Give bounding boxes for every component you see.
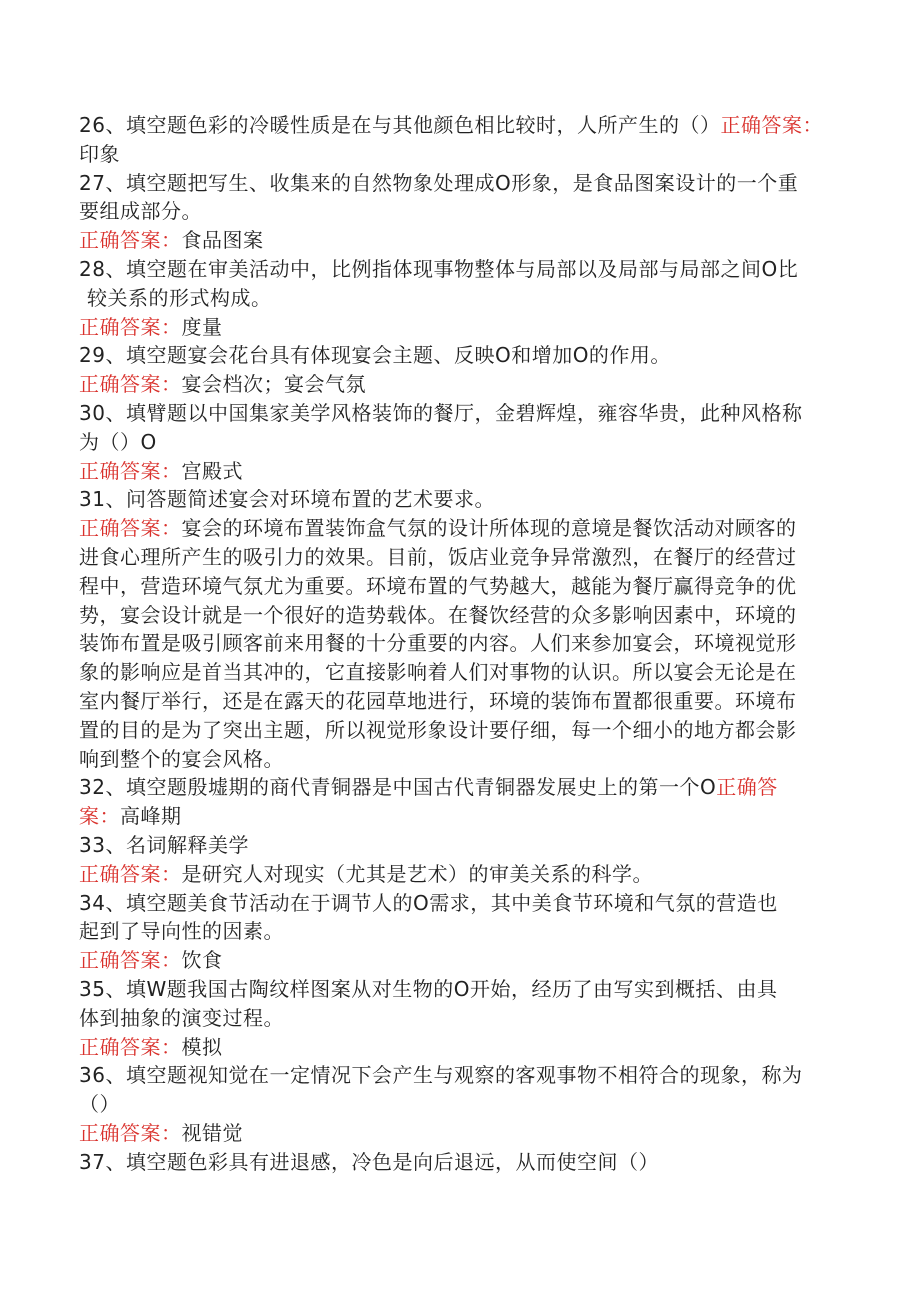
- text-line: [79, 1090, 849, 1119]
- text-line: [79, 889, 849, 918]
- line-text: 饮食: [181, 948, 223, 973]
- line-text: 宫殿式: [181, 458, 243, 483]
- line-text: 31、问答题简述宴会对环境布置的艺术要求。: [79, 487, 495, 512]
- answer-label: 正确答案：: [79, 1034, 182, 1059]
- text-line: [79, 457, 849, 486]
- line-text: 35、填W题我国古陶纹样图案从对生物的O开始，经历了由写实到概括、由具: [79, 976, 778, 1001]
- line-text: 36、填空题视知觉在一定情况下会产生与观察的客观事物不相符合的现象，称为: [79, 1063, 803, 1088]
- answer-label: 正确答案：: [79, 861, 182, 886]
- line-text: 33、名词解释美学: [79, 832, 249, 857]
- line-text: 37、填空题色彩具有进退感，冷色是向后退远，从而使空间（）: [79, 1149, 659, 1174]
- line-text: 30、填臂题以中国集家美学风格装饰的餐厅，金碧辉煌，雍容华贵，此种风格称: [79, 400, 803, 425]
- answer-label: 案：: [79, 804, 120, 829]
- text-line: [79, 658, 849, 687]
- line-text: 食品图案: [181, 228, 264, 253]
- text-line: [79, 687, 849, 716]
- line-text: 高峰期: [120, 804, 182, 829]
- text-line: [79, 946, 849, 975]
- line-text: 29、填空题宴会花台具有体现宴会主题、反映O和增加O的作用。: [79, 343, 671, 368]
- text-line: [79, 485, 849, 514]
- text-line: [79, 802, 849, 831]
- text-line: [79, 169, 849, 198]
- text-line: [79, 313, 849, 342]
- text-line: [79, 831, 849, 860]
- text-line: [79, 197, 849, 226]
- text-line: [79, 601, 849, 630]
- line-text: 体到抽象的演变过程。: [79, 1005, 284, 1030]
- line-text: 象的影响应是首当其冲的，它直接影响着人们对事物的认识。所以宴会无论是在: [79, 660, 797, 685]
- line-text: 室内餐厅举行，还是在露天的花园草地进行，环境的装饰布置都很重要。环境布: [79, 688, 797, 713]
- text-line: [79, 1033, 849, 1062]
- line-text: 起到了导向性的因素。: [79, 919, 284, 944]
- answer-label: 正确答案：: [79, 948, 182, 973]
- line-text: 宴会的环境布置装饰盒气氛的设计所体现的意境是餐饮活动对顾客的: [181, 516, 797, 541]
- answer-label: 正确答案：: [79, 314, 182, 339]
- line-text: 进食心理所产生的吸引力的效果。目前，饭店业竞争异常激烈，在餐厅的经营过: [79, 544, 797, 569]
- text-line: [79, 226, 849, 255]
- line-text: 度量: [181, 314, 223, 339]
- text-line: [79, 370, 849, 399]
- text-line: [79, 629, 849, 658]
- text-line: [79, 745, 849, 774]
- text-line: [79, 514, 849, 543]
- line-text: 装饰布置是吸引顾客前来用餐的十分重要的内容。人们来参加宴会，环境视觉形: [79, 631, 797, 656]
- text-line: [79, 140, 849, 169]
- line-text: 置的目的是为了突出主题，所以视觉形象设计要仔细，每一个细小的地方都会影: [79, 717, 797, 742]
- document-page: [79, 111, 849, 1176]
- answer-label: 正确答案：: [79, 458, 182, 483]
- text-line: [79, 1119, 849, 1148]
- line-text: 宴会档次；宴会气氛: [181, 372, 366, 397]
- text-line: [79, 975, 849, 1004]
- text-line: [79, 255, 849, 284]
- line-text: 视错觉: [181, 1120, 243, 1145]
- answer-label: 正确答案：: [79, 1120, 182, 1145]
- text-line: [79, 1061, 849, 1090]
- text-line: [79, 572, 849, 601]
- text-line: [79, 428, 849, 457]
- text-line: [79, 1148, 849, 1177]
- line-text: 较关系的形式构成。: [87, 285, 272, 310]
- line-text: 34、填空题美食节活动在于调节人的O需求，其中美食节环境和气氛的营造也: [79, 890, 778, 915]
- text-line: [79, 716, 849, 745]
- line-text: 28、填空题在审美活动中，比例指体现事物整体与局部以及局部与局部之间O比: [79, 256, 799, 281]
- line-text: 模拟: [181, 1034, 223, 1059]
- answer-label: 正确答案：: [720, 113, 823, 137]
- text-line: [79, 399, 849, 428]
- line-text: 为（）O: [79, 429, 157, 454]
- line-text: 是研究人对现实（尤其是艺术）的审美关系的科学。: [181, 861, 653, 886]
- answer-label: 正确答案：: [79, 516, 182, 541]
- line-text: 印象: [79, 141, 120, 166]
- text-line: [79, 773, 849, 802]
- answer-label: 正确答案：: [79, 372, 182, 397]
- line-text: 势，宴会设计就是一个很好的造势载体。在餐饮经营的众多影响因素中，环境的: [79, 602, 797, 627]
- answer-label: 正确答: [716, 775, 778, 800]
- line-text: 26、填空题色彩的冷暖性质是在与其他颜色相比较时，人所产生的（）: [79, 113, 721, 137]
- text-line: [79, 341, 849, 370]
- text-line: [79, 111, 849, 140]
- text-line: [79, 1004, 849, 1033]
- line-text: （）: [79, 1092, 120, 1117]
- line-text: 32、填空题殷墟期的商代青铜器是中国古代青铜器发展史上的第一个O: [79, 775, 717, 800]
- text-line: [79, 860, 849, 889]
- line-text: 程中，营造环境气氛尤为重要。环境布置的气势越大，越能为餐厅赢得竞争的优: [79, 573, 797, 598]
- text-line: [79, 284, 849, 313]
- line-text: 响到整个的宴会风格。: [79, 746, 284, 771]
- answer-label: 正确答案：: [79, 228, 182, 253]
- text-line: [79, 543, 849, 572]
- text-line: [79, 917, 849, 946]
- line-text: 27、填空题把写生、收集来的自然物象处理成O形象，是食品图案设计的一个重: [79, 170, 799, 195]
- line-text: 要组成部分。: [79, 199, 202, 224]
